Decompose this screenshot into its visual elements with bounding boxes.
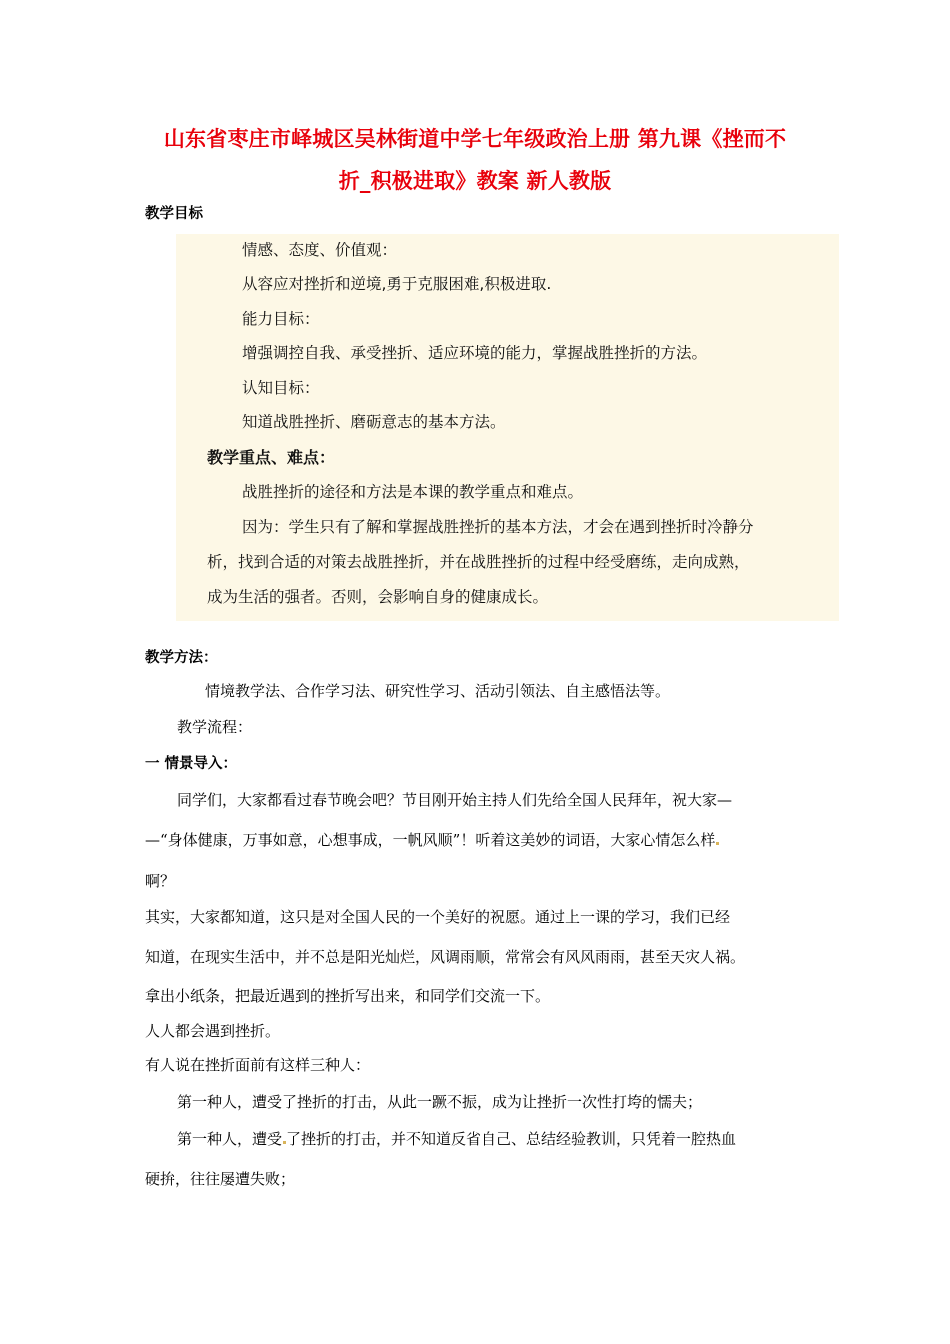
stray-dot-mark: [716, 842, 719, 845]
para7-line-1-start: 第一种人，遭受: [177, 1130, 283, 1148]
reason-line-3: 成为生活的强者。否则，会影响自身的健康成长。: [207, 588, 549, 606]
emotion-text: 从容应对挫折和逆境,勇于克服困难,积极进取.: [242, 275, 552, 293]
key-points-text: 战胜挫折的途径和方法是本课的教学重点和难点。: [242, 483, 584, 501]
para2-line-1: 其实，大家都知道，这只是对全国人民的一个美好的祝愿。通过上一课的学习，我们已经: [145, 908, 731, 926]
para1-line-1: 同学们，大家都看过春节晚会吧？节目刚开始主持人们先给全国人民拜年，祝大家—: [177, 791, 733, 809]
para1-line-2-text: —“身体健康，万事如意，心想事成，一帆风顺”！听着这美妙的词语，大家心情怎么样: [145, 831, 716, 849]
emotion-label: 情感、态度、价值观：: [242, 241, 398, 259]
key-points-heading: 教学重点、难点：: [207, 448, 336, 467]
objectives-box: [176, 234, 839, 621]
cognition-text: 知道战胜挫折、磨砺意志的基本方法。: [242, 413, 506, 431]
reason-line-1: 因为：学生只有了解和掌握战胜挫折的基本方法，才会在遇到挫折时冷静分: [242, 518, 754, 536]
ability-text: 增强调控自我、承受挫折、适应环境的能力，掌握战胜挫折的方法。: [242, 344, 708, 362]
cognition-label: 认知目标：: [242, 379, 320, 397]
document-title: [140, 118, 810, 202]
title-line-2: 折_积极进取》教案 新人教版: [338, 169, 612, 193]
methods-heading: 教学方法：: [145, 650, 218, 666]
para1-line-3: 啊？: [145, 872, 176, 890]
title-line-1: 山东省枣庄市峄城区吴林街道中学七年级政治上册 第九课《挫而不: [163, 127, 787, 151]
methods-text: 情境教学法、合作学习法、研究性学习、活动引领法、自主感悟法等。: [205, 682, 671, 700]
para1-line-2: [145, 829, 719, 850]
ability-label: 能力目标：: [242, 310, 320, 328]
para5: 有人说在挫折面前有这样三种人：: [145, 1056, 371, 1074]
para2-line-2: 知道，在现实生活中，并不总是阳光灿烂，风调雨顺，常常会有风风雨雨，甚至天灾人祸。: [145, 948, 746, 966]
para4: 人人都会遇到挫折。: [145, 1022, 281, 1040]
para7-line-1: [177, 1128, 736, 1149]
para7-line-2: 硬拚，往往屡遭失败；: [145, 1170, 296, 1188]
part1-heading: 一 情景导入：: [145, 756, 238, 772]
para7-line-1-end: 了挫折的打击，并不知道反省自己、总结经验教训，只凭着一腔热血: [286, 1130, 737, 1148]
para3: 拿出小纸条，把最近遇到的挫折写出来，和同学们交流一下。: [145, 987, 551, 1005]
flow-label: 教学流程：: [177, 718, 253, 736]
para6: 第一种人，遭受了挫折的打击，从此一蹶不振，成为让挫折一次性打垮的懦夫；: [177, 1093, 703, 1111]
objectives-heading: 教学目标: [145, 206, 203, 222]
reason-line-2: 析，找到合适的对策去战胜挫折，并在战胜挫折的过程中经受磨练，走向成熟，: [207, 553, 750, 571]
